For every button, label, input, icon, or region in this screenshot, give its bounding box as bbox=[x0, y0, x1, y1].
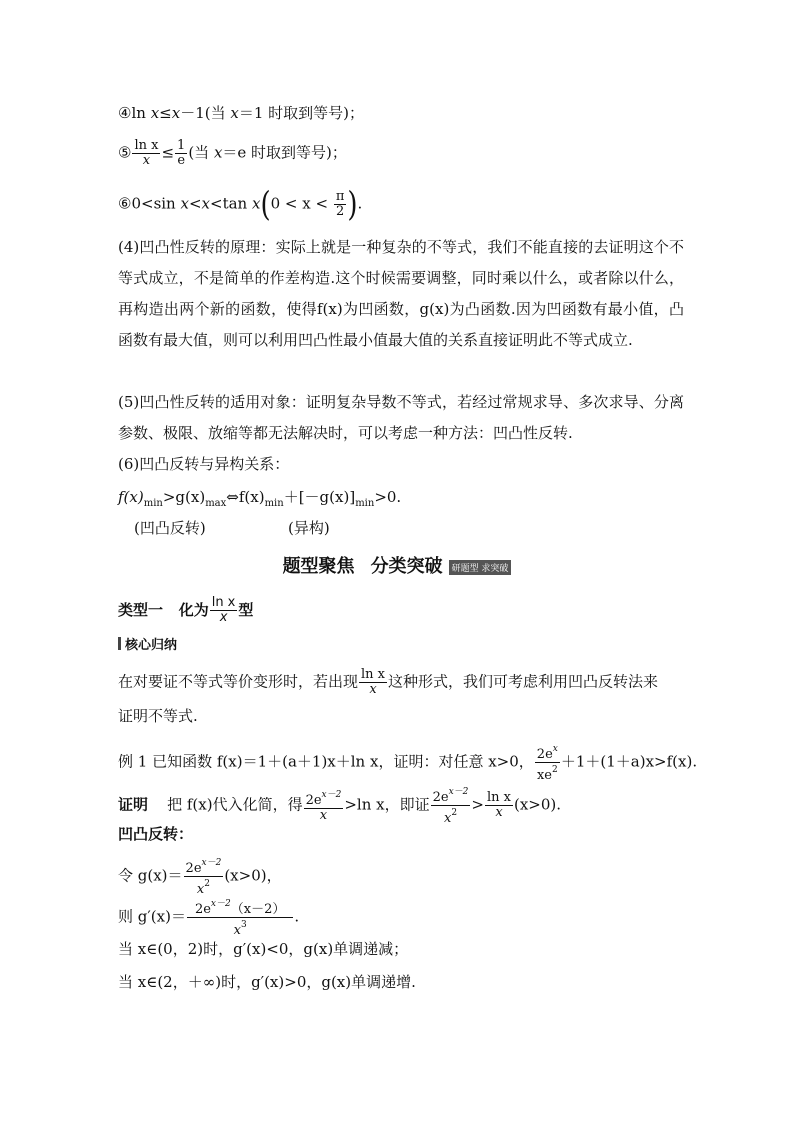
relation-label-left: (凹凸反转) bbox=[134, 519, 206, 537]
item-number: ⑥ bbox=[118, 194, 132, 213]
paragraph-4: (4)凹凸性反转的原理：实际上就是一种复杂的不等式，我们不能直接的去证明这个不等式成立，不是简单的作差构造.这个时候需要调整，同时乘以什么，或者除以什么，再构造出两个新的函数，使得f(x)为凹函数，g(x)为凸函数.因为凹函数有最小值，凸函数有最大值，则可以利用凹凸性最小值最大值的关系直接证明此不等式成立. bbox=[118, 238, 684, 349]
section-tag: 研题型 求突破 bbox=[449, 560, 512, 575]
relation-formula: $f(x)_{min}>g(x)_{max}\Leftrightarrow f(x)_{min}+[-g(x)]_{min}>0$. bbox=[118, 488, 402, 509]
item-5: ⑤ $\frac{\text{ln x}}{x}$ ≤ $\frac{1}{e}$ (当 x＝e 时取到等号)； bbox=[118, 138, 347, 168]
fraction: $\frac{\pi}{2}$ bbox=[335, 189, 345, 219]
paragraph-6: (6)凹凸反转与异构关系： bbox=[118, 455, 290, 473]
fraction: $\frac{\text{ln x}}{x}$ bbox=[486, 790, 511, 820]
when-line-2: 当 x∈(2，＋∞)时，g′(x)>0，g(x)单调递增. bbox=[118, 973, 416, 991]
fraction: $\frac{2e^{x-2}}{x}$ bbox=[305, 790, 342, 823]
proof-line: 证明 把 f(x)代入化简，得 $\frac{2e^{x-2}}{x}$ >ln x，即证 $\frac{2e^{x-2}}{x^2}$ > $\frac{\text{ln x}}{x}$ (x>0). bbox=[118, 787, 562, 826]
relation-label-right: (异构) bbox=[288, 519, 330, 537]
fraction: $\frac{2e^x}{xe^2}$ bbox=[536, 744, 558, 783]
item-6: ⑥0<sin x<x<tan x(0 < x < $\frac{\pi}{2}$ ). bbox=[118, 185, 363, 224]
fraction: $\frac{\text{ln x}}{x}$ bbox=[361, 667, 386, 697]
when-line-1: 当 x∈(0，2)时，g′(x)<0，g(x)单调递减； bbox=[118, 940, 409, 958]
concave-heading: 凹凸反转： bbox=[118, 825, 194, 843]
heading-bar bbox=[118, 637, 121, 650]
example-1: 例 1 已知函数 f(x)＝1＋(a＋1)x＋ln x，证明：对任意 x>0， $\frac{2e^x}{xe^2}$ ＋1＋(1＋a)x>f(x). bbox=[118, 744, 698, 783]
let-g-line: 令 g(x)＝ $\frac{2e^{x-2}}{x^2}$ (x>0)， bbox=[118, 858, 282, 897]
derivative-line: 则 g′(x)＝ $\frac{2e^{x-2}(x-2)}{x^3}$ . bbox=[118, 899, 300, 938]
fraction: $\frac{2e^{x-2}(x-2)}{x^3}$ bbox=[187, 897, 293, 938]
item-number: ⑤ bbox=[118, 143, 132, 162]
item-number: ④ bbox=[118, 104, 132, 122]
fraction: $\frac{\text{ln x}}{x}$ bbox=[134, 138, 159, 168]
core-text-line1: 在对要证不等式等价变形时，若出现 $\frac{\text{ln x}}{x}$ 这种形式，我们可考虑利用凹凸反转法来 bbox=[118, 667, 659, 697]
fraction: $\frac{2e^{x-2}}{x^2}$ bbox=[185, 858, 222, 897]
fraction: $\frac{1}{e}$ bbox=[177, 138, 186, 168]
paragraph-5: (5)凹凸性反转的适用对象：证明复杂导数不等式，若经过常规求导、多次求导、分离参数、极限、放缩等都无法解决时，可以考虑一种方法：凹凸性反转. bbox=[118, 393, 684, 442]
fraction: $\frac{\text{ln x}}{x}$ bbox=[211, 595, 236, 625]
section-title: 题型聚焦 分类突破 研题型 求突破 bbox=[0, 552, 794, 578]
fraction: $\frac{2e^{x-2}}{x^2}$ bbox=[432, 787, 469, 826]
type-heading: 类型一 化为 $\frac{\text{ln x}}{x}$ 型 bbox=[118, 595, 254, 625]
core-heading: 核心归纳 bbox=[118, 636, 177, 656]
item-4: ④ln x≤x－1(当 x＝1 时取到等号)； bbox=[118, 104, 365, 122]
core-text-line2: 证明不等式. bbox=[118, 707, 198, 725]
